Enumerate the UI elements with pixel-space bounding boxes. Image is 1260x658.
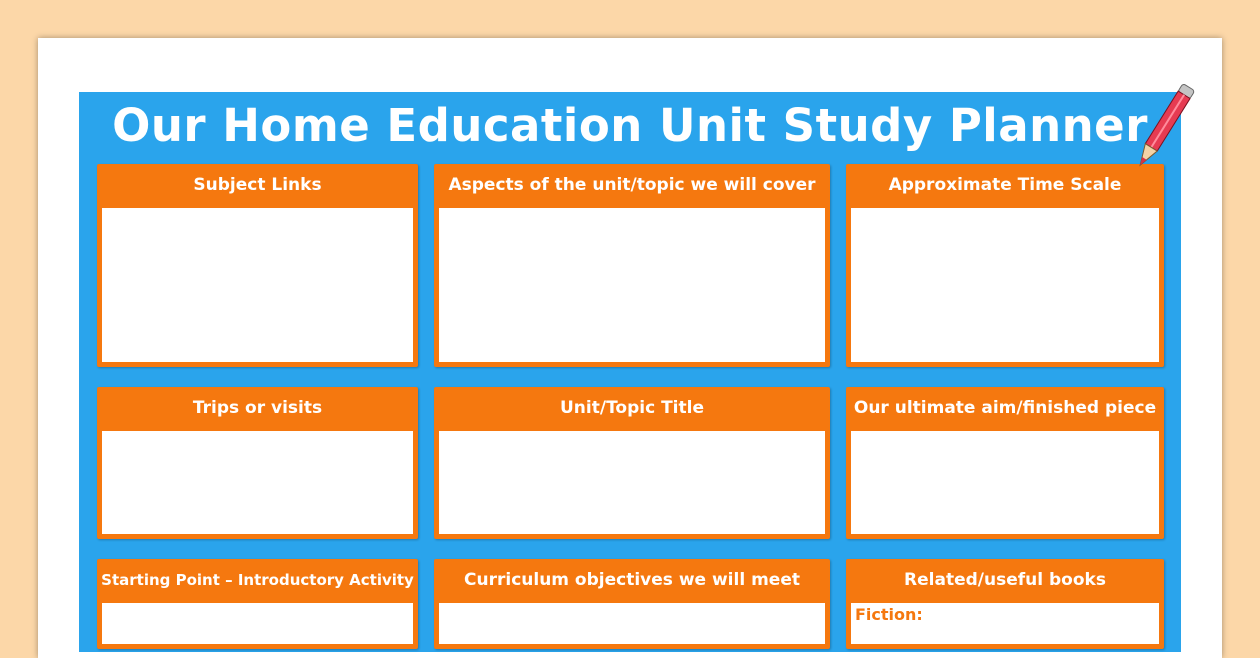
panel-ultimate-aim <box>846 387 1164 539</box>
panel-heading: Trips or visits <box>192 398 323 418</box>
panel-topic-title <box>434 387 830 539</box>
panel-heading: Aspects of the unit/topic we will cover <box>448 175 816 195</box>
panel-related-books <box>846 559 1164 649</box>
write-area[interactable] <box>851 603 1159 644</box>
write-area[interactable] <box>439 431 825 534</box>
panel-heading: Approximate Time Scale <box>888 175 1122 195</box>
panel-heading: Our ultimate aim/finished piece <box>853 398 1157 418</box>
pencil-icon <box>1128 74 1200 180</box>
fiction-label: Fiction: <box>855 605 923 624</box>
write-area[interactable] <box>439 603 825 644</box>
panel-time-scale <box>846 164 1164 367</box>
panel-trips <box>97 387 418 539</box>
panel-curriculum-objectives <box>434 559 830 649</box>
panel-aspects <box>434 164 830 367</box>
write-area[interactable] <box>102 603 413 644</box>
write-area[interactable] <box>851 208 1159 362</box>
write-area[interactable] <box>439 208 825 362</box>
panel-heading: Unit/Topic Title <box>560 398 704 418</box>
planner-title: Our Home Education Unit Study Planner <box>112 99 1148 152</box>
panel-heading: Related/useful books <box>904 570 1106 590</box>
panel-heading: Subject Links <box>193 175 322 195</box>
write-area[interactable] <box>102 208 413 362</box>
panel-subject-links <box>97 164 418 367</box>
write-area[interactable] <box>851 431 1159 534</box>
panel-starting-point <box>97 559 418 649</box>
panel-heading: Curriculum objectives we will meet <box>464 570 800 590</box>
write-area[interactable] <box>102 431 413 534</box>
panel-heading: Starting Point – Introductory Activity <box>101 571 414 589</box>
